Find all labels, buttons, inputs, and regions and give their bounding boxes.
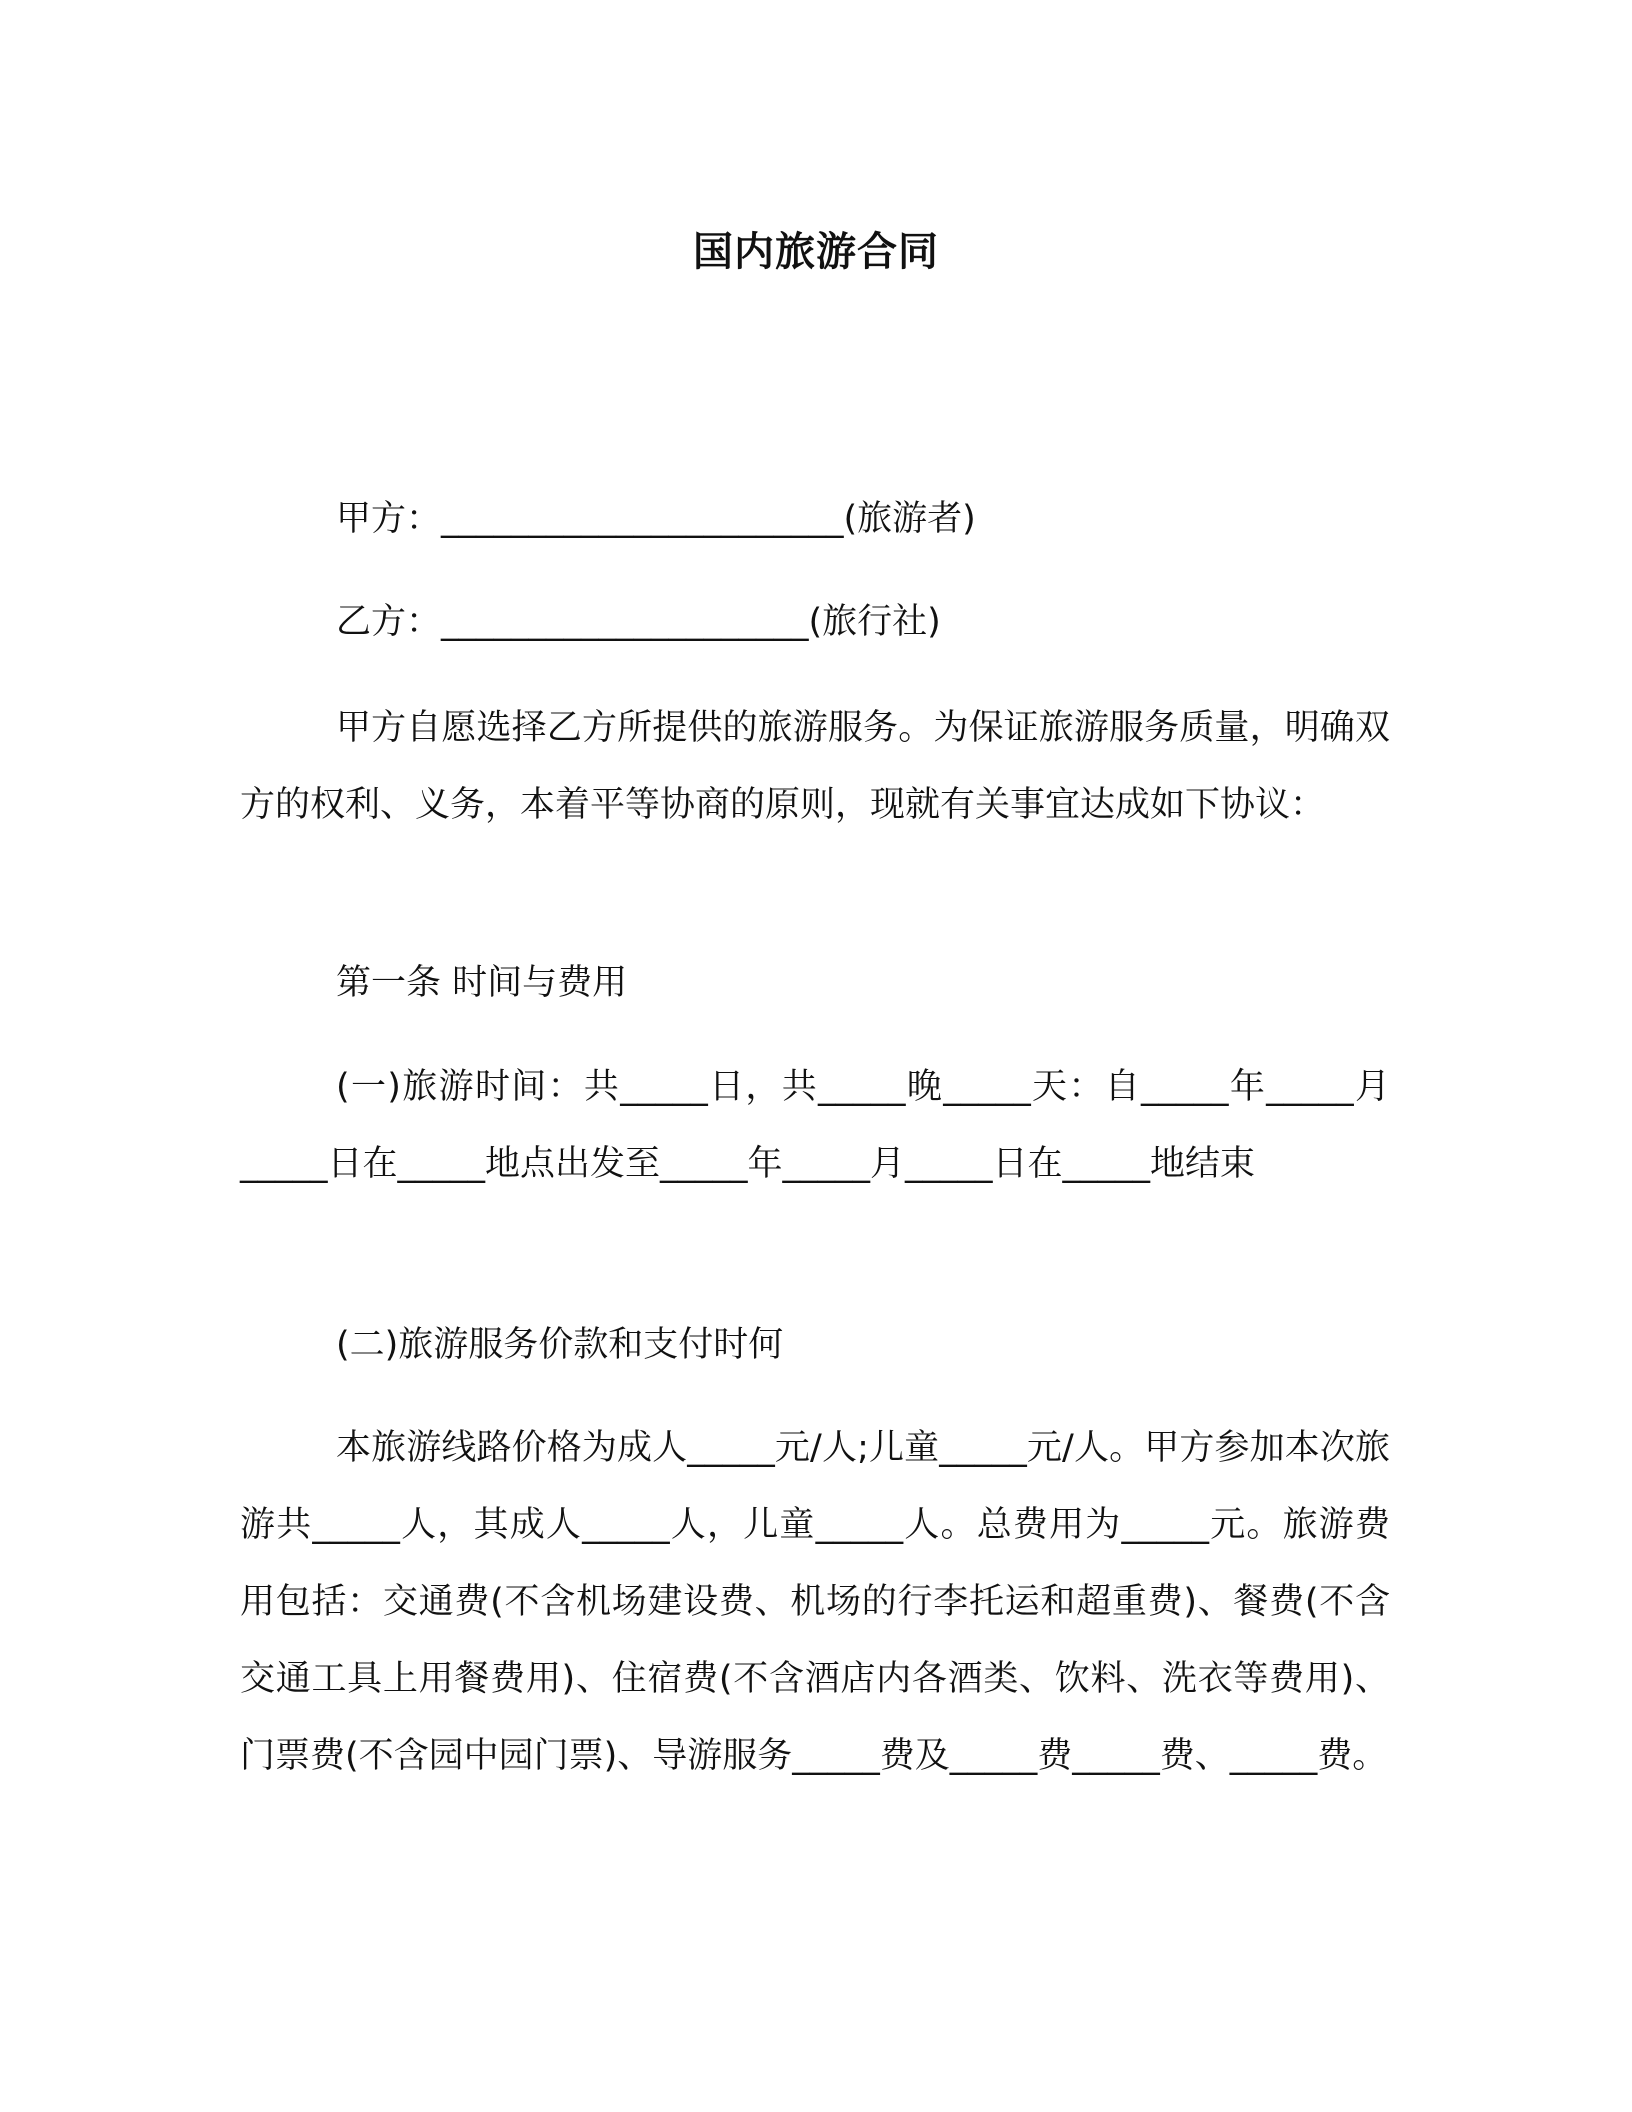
travel-time-paragraph: (一)旅游时间：共_____日，共_____晚_____天：自_____年_____月_____日在_____地点出发至_____年_____月_____日在_____地结束 xyxy=(240,1067,1390,1184)
price-section-heading: (二)旅游服务价款和支付时何 xyxy=(336,1325,784,1365)
intro-paragraph: 甲方自愿选择乙方所提供的旅游服务。为保证旅游服务质量，明确双方的权利、义务，本着平等协商的原则，现就有关事宜达成如下协议： xyxy=(240,708,1390,825)
party-a-line: 甲方：_______________________(旅游者) xyxy=(336,499,976,539)
price-paragraph: 本旅游线路价格为成人_____元/人;儿童_____元/人。甲方参加本次旅游共_____人，其成人_____人，儿童_____人。总费用为_____元。旅游费用包括：交通费(不含机场建设费、机场的行李托运和超重费)、餐费(不含交通工具上用餐费用)、住宿费(不含酒店内各酒类、饮料、洗衣等费用)、门票费(不含园中园门票)、导游服务_____费及_____费_____费、_____费。 xyxy=(240,1428,1390,1776)
party-b-line: 乙方：_____________________(旅行社) xyxy=(336,602,941,642)
article-1-heading: 第一条 时间与费用 xyxy=(336,963,628,1003)
document-title: 国内旅游合同 xyxy=(693,229,939,275)
